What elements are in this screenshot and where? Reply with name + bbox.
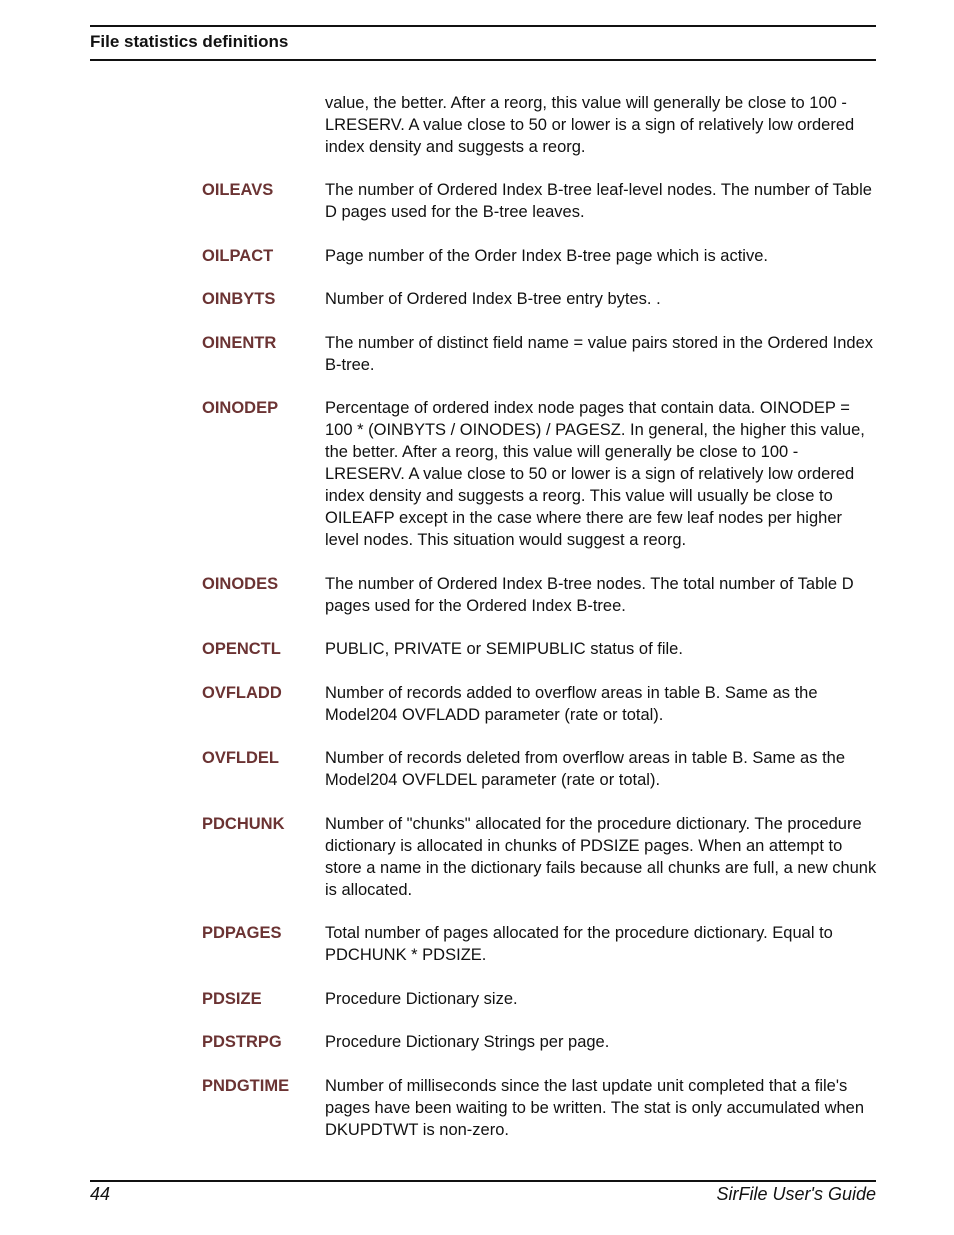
term-label: OILPACT (202, 246, 274, 265)
term-label: OINODES (202, 574, 279, 593)
page-number: 44 (90, 1184, 111, 1204)
term-label: PDSTRPG (202, 1033, 282, 1051)
definition-entry (0, 397, 954, 551)
definition-entry (0, 179, 954, 223)
term-definition: Number of records deleted from overflow areas in table B. Same as the Model204 OVFLDEL parameter (rate or total). (325, 749, 845, 789)
definition-entry (0, 922, 954, 966)
term-definition: Procedure Dictionary Strings per page. (325, 1033, 610, 1051)
header-bottom-rule (90, 59, 876, 61)
term-label: PDCHUNK (202, 814, 285, 833)
term-definition: Number of milliseconds since the last update unit completed that a file's pages have been waiting to be written. The stat is only accumulated when DKUPDTWT is non-zero. (325, 1076, 865, 1139)
term-definition: The number of Ordered Index B-tree leaf-level nodes. The number of Table D pages used for the B-tree leaves. (325, 181, 872, 221)
term-label: OILEAVS (202, 181, 274, 199)
term-label: OINENTR (202, 333, 277, 352)
term-definition: The number of distinct field name = value pairs stored in the Ordered Index B-tree. (325, 333, 874, 374)
term-definition: The number of Ordered Index B-tree nodes. The total number of Table D pages used for the Ordered Index B-tree. (325, 574, 854, 615)
page-header-title: File statistics definitions (90, 32, 289, 51)
term-definition: Total number of pages allocated for the procedure dictionary. Equal to PDCHUNK * PDSIZE. (325, 924, 833, 964)
definition-entry (0, 638, 954, 660)
definition-entry (0, 1075, 954, 1141)
definition-entry (0, 573, 954, 617)
term-definition: Number of records added to overflow areas in table B. Same as the Model204 OVFLADD parameter (rate or total). (325, 683, 818, 724)
term-label: PDSIZE (202, 989, 262, 1008)
term-label: OINBYTS (202, 290, 276, 308)
term-definition: PUBLIC, PRIVATE or SEMIPUBLIC status of file. (325, 640, 683, 658)
header-top-rule (90, 25, 876, 27)
footer-guide-title: SirFile User's Guide (716, 1184, 876, 1204)
term-label: OVFLDEL (202, 749, 279, 767)
term-definition: Procedure Dictionary size. (325, 989, 518, 1008)
definition-entry (0, 288, 954, 310)
definition-entry (0, 1031, 954, 1053)
continued-definition: value, the better. After a reorg, this value will generally be close to 100 - LRESERV. A value close to 50 or lower is a sign of relatively low ordered index density and suggests a reorg. (325, 94, 855, 156)
term-label: PDPAGES (202, 924, 282, 942)
term-label: PNDGTIME (202, 1076, 290, 1095)
term-definition: Number of "chunks" allocated for the procedure dictionary. The procedure dictionary is allocated in chunks of PDSIZE pages. When an attempt to store a name in the dictionary fails because all chunks are full, a new chunk is allocated. (325, 814, 877, 899)
definition-entry (0, 747, 954, 791)
definition-list (0, 179, 954, 1162)
footer-rule (90, 1180, 876, 1182)
term-label: OVFLADD (202, 683, 282, 702)
definition-entry (0, 813, 954, 901)
term-definition: Percentage of ordered index node pages that contain data. OINODEP = 100 * (OINBYTS / OINODES) / PAGESZ. In general, the higher this value, the better. After a reorg, this value will generally be close to 100 - LRESERV. A value close to 50 or lower is a sign of relatively low ordered index density and suggests a reorg. This value will usually be close to OILEAFP except in the case where there are few leaf nodes per higher level nodes. This situation would suggest a reorg. (325, 399, 865, 549)
term-definition: Number of Ordered Index B-tree entry bytes. . (325, 290, 661, 308)
term-definition: Page number of the Order Index B-tree page which is active. (325, 246, 768, 265)
definition-entry (0, 245, 954, 267)
definition-entry (0, 332, 954, 376)
definition-entry (0, 988, 954, 1010)
definition-entry (0, 682, 954, 726)
term-label: OINODEP (202, 399, 279, 417)
term-label: OPENCTL (202, 640, 281, 658)
